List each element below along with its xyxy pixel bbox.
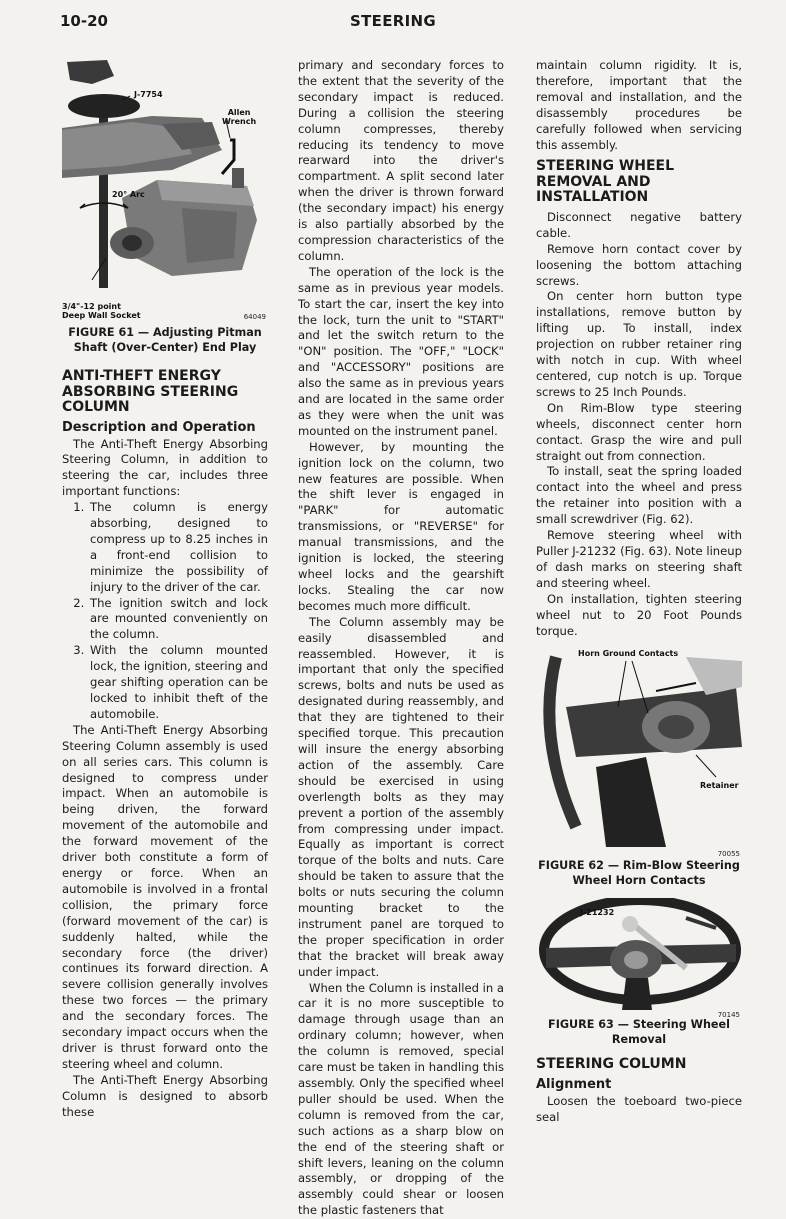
figure-61-id: 64049: [243, 313, 266, 321]
label-allen-wrench: Allen Wrench: [222, 108, 257, 126]
figure-62-id: 70055: [717, 850, 740, 859]
column-3: [536, 58, 742, 1126]
paragraph: maintain column rigidity. It is, therefore, important that the removal and installation, and the disassembly procedures be carefully followed when servicing this assembly.: [536, 58, 742, 152]
paragraph: Remove horn contact cover by loosening the bottom attaching screws.: [536, 241, 742, 288]
paragraph: On Rim-Blow type steering wheels, disconnect center horn contact. Grasp the wire and pull straight out from connection.: [536, 400, 742, 463]
subheading-alignment: Alignment: [536, 1076, 612, 1092]
paragraph: On installation, tighten steering wheel nut to 20 Foot Pounds torque.: [536, 591, 742, 638]
running-title: STEERING: [350, 12, 436, 30]
list-item: 3. With the column mounted lock, the ignition, steering and gear shifting operation can be locked to inhibit theft of the automobile.: [88, 643, 268, 723]
figure-63-id: 70145: [717, 1011, 740, 1020]
paragraph: The Anti-Theft Energy Absorbing Steering Column, in addition to steering the car, includes three important functions:: [62, 436, 268, 499]
figure-61-caption: FIGURE 61 — Adjusting Pitman Shaft (Over-Center) End Play: [68, 326, 262, 354]
figure-61: [62, 58, 268, 321]
paragraph: The operation of the lock is the same as in previous year models. To start the car, insert the key into the lock, turn the unit to "START" and let the switch return to the "ON" position. The "OFF," "LOCK" and "ACCESSORY" positions are also the same as in previous years and are located in the same order as they were when the unit was mounted on the instrument panel.: [298, 264, 504, 438]
section-heading-anti-theft: ANTI-THEFT ENERGY ABSORBING STEERING COLUMN: [62, 368, 239, 415]
paragraph: The Anti-Theft Energy Absorbing Steering Column assembly is used on all series cars. This column is designed to compress under impact. When an automobile is being driven, the forward movement of the automobile and the forward movement of the driver both constitute a form of energy or force. When an automobile is involved in a frontal collision, the primary force (forward movement of the car) is suddenly halted, while the secondary force (the driver) continues its forward direction. A severe collision generally involves these two forces — the primary and the secondary forces. The secondary impact occurs when the driver is thrust forward onto the steering wheel and column.: [62, 722, 268, 1071]
paragraph: Disconnect negative battery cable.: [536, 209, 742, 240]
page-number: 10-20: [60, 12, 108, 30]
column-1: [62, 58, 268, 1120]
label-socket: 3/4"-12 point Deep Wall Socket: [62, 302, 141, 320]
pitman-shaft-illustration: [62, 58, 268, 294]
figure-63-caption: FIGURE 63 — Steering Wheel Removal: [548, 1018, 730, 1046]
section-heading-wheel-removal: STEERING WHEEL REMOVAL AND INSTALLATION: [536, 158, 675, 206]
wheel-removal-illustration: [536, 898, 742, 1010]
section-heading-steering-column: STEERING COLUMN: [536, 1056, 687, 1073]
list-item: 2. The ignition switch and lock are mounted conveniently on the column.: [88, 596, 268, 644]
figure-63: [536, 898, 742, 1020]
paragraph: The Anti-Theft Energy Absorbing Column is designed to absorb these: [62, 1072, 268, 1119]
paragraph: To install, seat the spring loaded contact into the wheel and press the retainer into position with a small screwdriver (Fig. 62).: [536, 464, 742, 527]
column-2: [298, 58, 504, 1219]
label-20-arc: 20° Arc: [112, 190, 145, 199]
figure-62-caption: FIGURE 62 — Rim-Blow Steering Wheel Horn Contacts: [538, 859, 740, 887]
paragraph: On center horn button type installations, remove button by lifting up. To install, index projection on rubber retainer ring with notch in cup. With wheel centered, cup notch is up. Torque screws to 25 Inch Pounds.: [536, 289, 742, 399]
label-tool-j7754: J-7754: [134, 90, 163, 99]
label-puller-j21232: J-21232: [580, 908, 615, 918]
functions-list: [62, 500, 268, 723]
paragraph: When the Column is installed in a car it is no more susceptible to damage through usage than an ordinary column; however, when the column is removed, special care must be taken in handling this assembly. Only the specified wheel puller should be used. When the column is removed from the car, such actions as a sharp blow on the end of the steering shaft or shift levers, leaning on the column assembly, or dropping of the assembly could shear or loosen the plastic fasteners that: [298, 980, 504, 1218]
label-horn-ground-contacts: Horn Ground Contacts: [578, 649, 679, 659]
label-retainer: Retainer: [700, 781, 739, 791]
paragraph: The Column assembly may be easily disassembled and reassembled. However, it is important that only the specified screws, bolts and nuts be used as designated during reassembly, and that they are tightened to their specified torque. This precaution will insure the energy absorbing action of the assembly. Care should be exercised in using overlength bolts as they may prevent a portion of the assembly from compressing under impact. Equally as important is correct torque of the bolts and nuts. Care should be taken to assure that the bolts or nuts securing the column mounting bracket to the instrument panel are torqued to the proper specification in order that the bracket will break away under impact.: [298, 614, 504, 979]
paragraph: primary and secondary forces to the extent that the severity of the secondary impact is reduced. During a collision the steering column compresses, thereby reducing its tendency to move rearward into the driver's compartment. A split second later when the driver is thrown forward (the secondary impact) his energy is also partially absorbed by the compression characteristics of the column.: [298, 58, 504, 263]
rim-blow-wheel-illustration: [536, 647, 742, 847]
subheading-description: Description and Operation: [62, 419, 256, 435]
paragraph: Loosen the toeboard two-piece seal: [536, 1093, 742, 1124]
list-item: 1. The column is energy absorbing, designed to compress up to 8.25 inches in a front-end collision to minimize the possibility of injury to the driver of the car.: [88, 500, 268, 595]
page-header: [0, 10, 786, 32]
paragraph: However, by mounting the ignition lock on the column, two new features are possible. When the shift lever is engaged in "PARK" for automatic transmissions, or "REVERSE" for manual transmissions, and the ignition is locked, the steering wheel locks and the gearshift locks. Stealing the car now becomes much more difficult.: [298, 439, 504, 613]
figure-62: [536, 647, 742, 857]
paragraph: Remove steering wheel with Puller J-21232 (Fig. 63). Note lineup of dash marks on steering shaft and steering wheel.: [536, 528, 742, 590]
